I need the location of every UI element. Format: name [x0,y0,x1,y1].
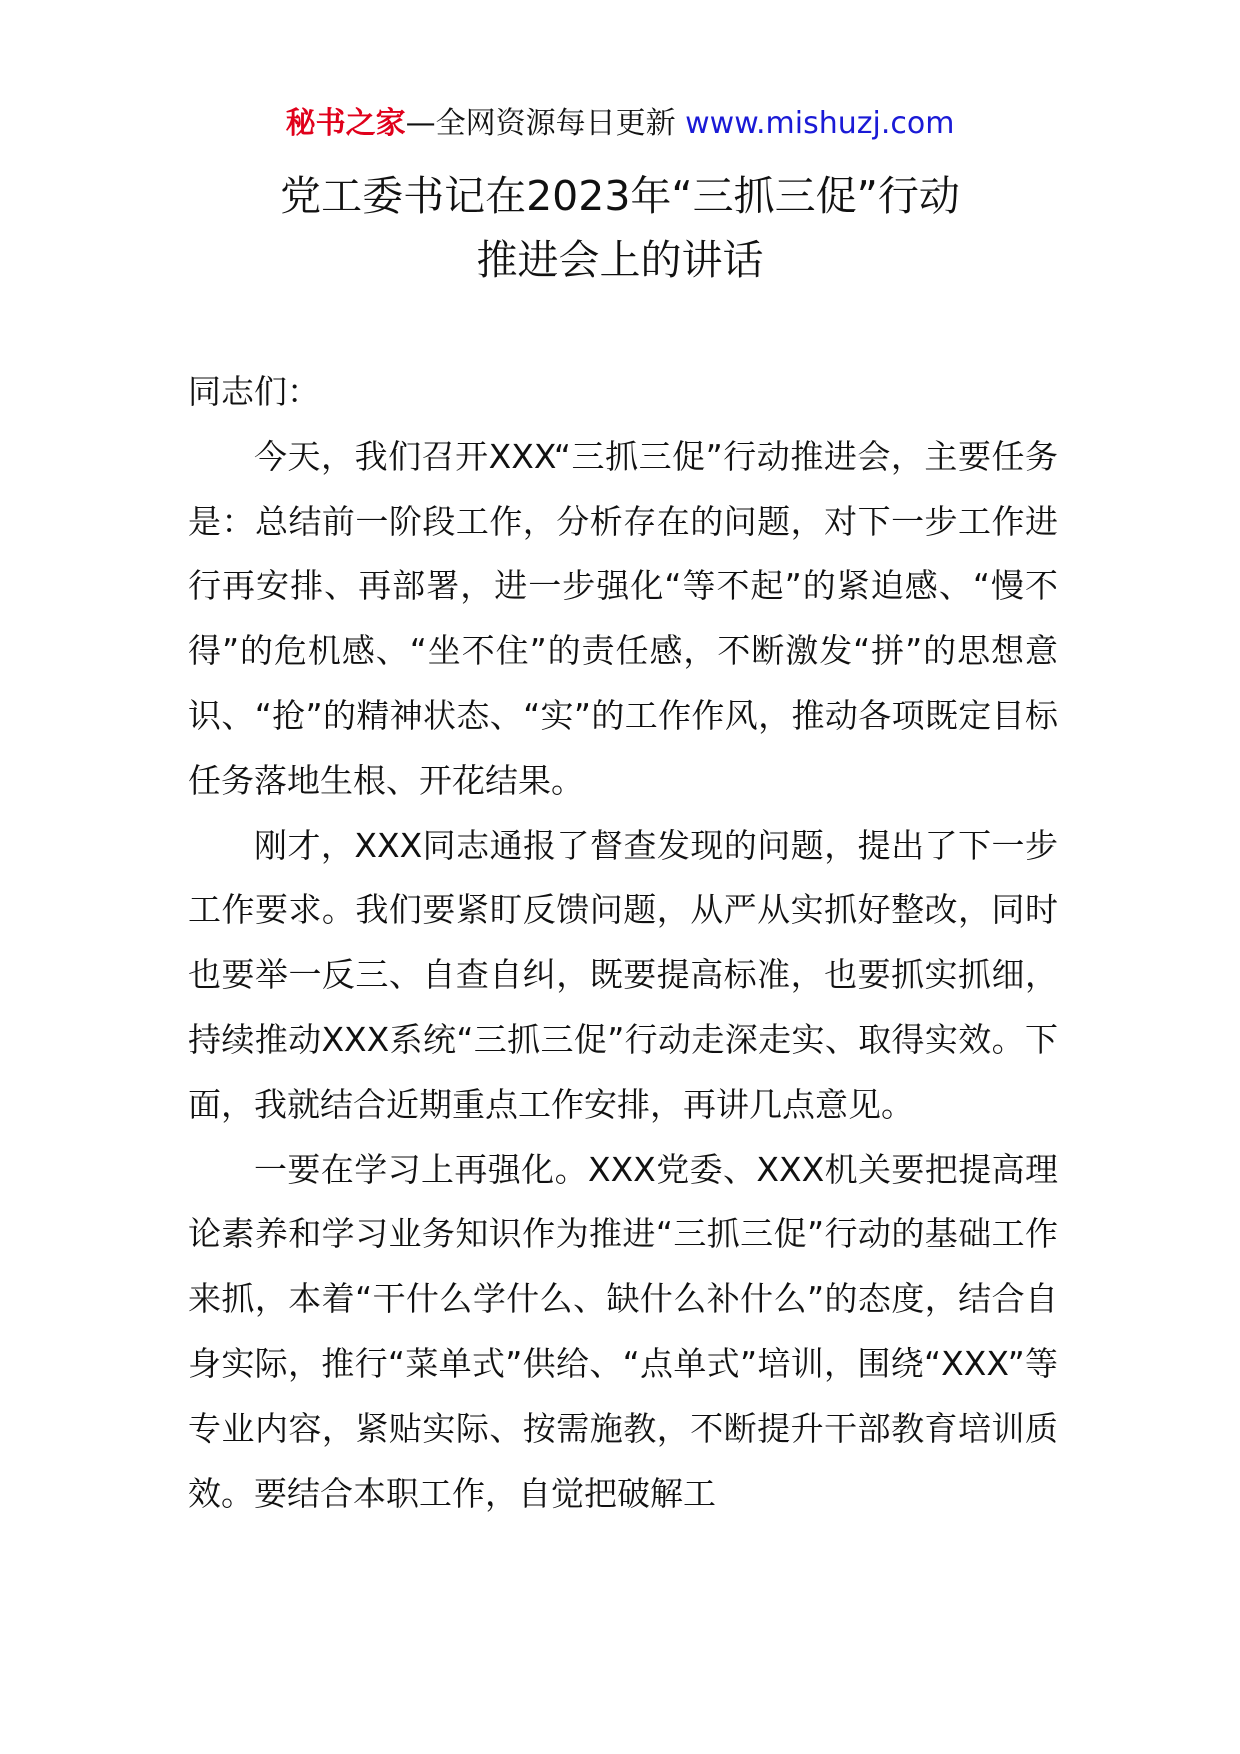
brand-name: 秘书之家 [285,106,406,141]
salutation: 同志们： [188,372,320,411]
header-slogan: —全网资源每日更新 [405,106,676,141]
paragraph-3: 一要在学习上再强化。XXX党委、XXX机关要把提高理论素养和学习业务知识作为推进“三抓三促”行动的基础工作来抓，本着“干什么学什么、缺什么补什么”的态度，结合自身实际，推行“菜单式”供给、“点单式”培训，围绕“XXX”等专业内容，紧贴实际、按需施教，不断提升干部教育培训质效。要结合本职工作，自觉把破解工 [188,1149,1058,1513]
paragraph-2: 刚才，XXX同志通报了督查发现的问题，提出了下一步工作要求。我们要紧盯反馈问题，从严从实抓好整改，同时也要举一反三、自查自纠，既要提高标准，也要抓实抓细，持续推动XXX系统“三抓三促”行动走深走实、取得实效。下面，我就结合近期重点工作安排，再讲几点意见。 [188,825,1058,1124]
document-body [188,360,1058,1526]
document-title-line-1: 党工委书记在2023年“三抓三促”行动 [280,172,960,220]
site-header [0,104,1240,144]
paragraph-1: 今天，我们召开XXX“三抓三促”行动推进会，主要任务是：总结前一阶段工作，分析存在的问题，对下一步工作进行再安排、再部署，进一步强化“等不起”的紧迫感、“慢不得”的危机感、“坐不住”的责任感，不断激发“拼”的思想意识、“抢”的精神状态、“实”的工作作风，推动各项既定目标任务落地生根、开花结果。 [188,436,1058,800]
document-title-line-2: 推进会上的讲话 [476,236,764,284]
site-url-link[interactable]: www.mishuzj.com [685,106,955,141]
